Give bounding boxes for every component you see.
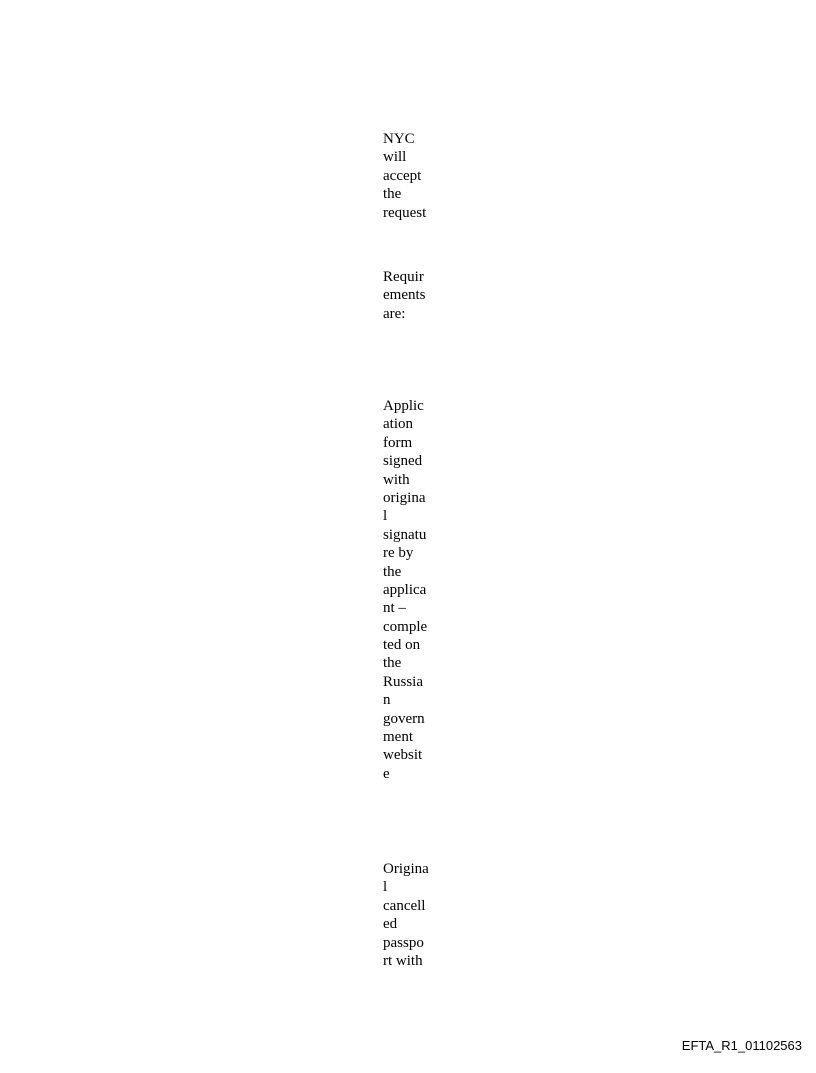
text-line: request: [383, 204, 427, 221]
text-line: nt –: [383, 600, 406, 617]
text-line: comple: [383, 618, 428, 635]
text-line: l: [383, 879, 388, 896]
text-line: the: [383, 655, 402, 672]
text-line: Russia: [383, 673, 424, 690]
text-line: signatu: [383, 526, 427, 543]
paragraph-application-form: [383, 397, 443, 783]
text-line: ed: [383, 916, 398, 933]
text-line: with: [383, 471, 410, 488]
text-line: origina: [383, 489, 426, 506]
text-line: form: [383, 434, 413, 451]
text-line: ements: [383, 287, 426, 304]
document-id-footer: EFTA_R1_01102563: [681, 1038, 802, 1053]
paragraph-cancelled-passport: [383, 860, 443, 970]
text-line: Requir: [383, 269, 424, 285]
text-line: Applic: [383, 398, 424, 414]
text-line: applica: [383, 581, 427, 598]
text-line: n: [383, 692, 391, 709]
text-line: Origina: [383, 861, 429, 877]
text-line: are:: [383, 305, 406, 322]
text-line: ted on: [383, 637, 421, 654]
text-line: signed: [383, 453, 423, 470]
text-line: the: [383, 563, 402, 580]
text-line: passpo: [383, 934, 424, 951]
text-line: ment: [383, 729, 413, 746]
text-line: ation: [383, 416, 413, 433]
paragraph-requirements-heading: [383, 268, 443, 323]
text-line: accept: [383, 167, 422, 184]
text-line: websit: [383, 747, 423, 764]
text-line: rt with: [383, 952, 423, 969]
text-line: l: [383, 508, 388, 525]
text-line: NYC: [383, 131, 415, 147]
text-line: govern: [383, 710, 425, 727]
text-line: will: [383, 149, 407, 166]
paragraph-nyc-accept-request: [383, 130, 443, 222]
text-line: cancell: [383, 897, 426, 914]
text-line: e: [383, 765, 390, 782]
text-line: the: [383, 186, 402, 203]
text-line: re by: [383, 545, 414, 562]
